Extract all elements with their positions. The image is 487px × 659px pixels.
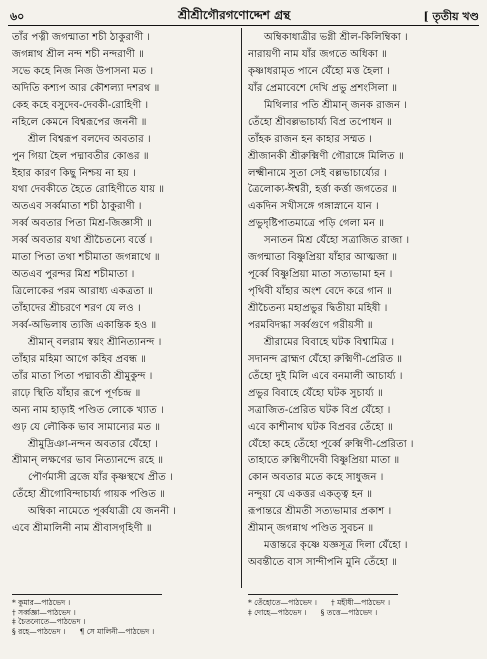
verse-line: তেঁহো দুই মিলি এবে বনমালী আচার্য্য । [248, 370, 403, 382]
verse-line: লক্ষ্মীনামে সুতা সেই বল্লভাচার্য্যের । [248, 167, 387, 179]
verse-line: অবন্তীতে বাস সান্দীপনি মুনি তেঁহো ॥ [248, 557, 397, 569]
verse-line: ইহার কারণ কিছু নিশ্চয় না হয় । [12, 167, 136, 179]
footnote-row [248, 608, 474, 618]
verse-line: সদানন্দ ব্রাহ্মণ যেঁহো রুক্মিণী-প্রেরিত ॥ [248, 353, 403, 365]
verse-line: রাঢ়ে স্থিতি যাঁহার রূপে পূর্ণচন্দ্র ॥ [12, 387, 141, 399]
page-header [8, 6, 479, 24]
verse-line: শ্রীমান্ বলরাম স্বয়ং শ্রীনিত্যানন্দ । [28, 336, 162, 348]
verse-line: অতএব সর্ব্বমাতা শচী ঠাকুরাণী । [12, 201, 142, 213]
footnotes-left [12, 594, 238, 636]
verse-line: যেঁহো কহে তেঁহো পূর্ব্বে রুক্মিণী-প্রেরিতা । [248, 438, 414, 450]
verse-line: সর্ব্ব-অভিলাষ ত্যজি একান্তিক হও ॥ [12, 319, 157, 331]
footnote: * কুমার—পাঠভেদ । [12, 598, 71, 607]
verse-line: মিথিলার পতি শ্রীমান্ জনক রাজন । [264, 99, 407, 111]
verse-line: যথা দেবকীতে হৈতে রোহিণীতে যায় ॥ [12, 184, 165, 196]
verse-line: সনাতন মিশ্র যেঁহো সত্রাজিত রাজা । [264, 235, 410, 247]
verse-line: অম্বিকা নামেতে পূর্ব্বযাত্রী যে জননী । [28, 506, 176, 518]
verse-line: রূপান্তরে শ্রীমতী সত্যভামার প্রকাশ । [248, 506, 392, 518]
verse-line: পরমবিদগ্ধা সর্ব্বগুণে গরীয়সী ॥ [248, 319, 373, 331]
footnote-row [12, 627, 238, 637]
verse-line: মাতা পিতা তথা শচীমাতা জগন্নাথে ॥ [12, 252, 160, 264]
section-label: [ তৃতীয় খণ্ড [423, 10, 479, 23]
verse-line: সত্রাজিত-প্রেরিত ঘটক বিপ্র যেঁহো । [248, 404, 391, 416]
footnote-row [12, 608, 238, 618]
left-column [12, 30, 238, 538]
verse-line: সভে কহে নিজ নিজ উপাসনা মত । [12, 65, 154, 77]
verse-line: ত্রিলোকের পরম আরাধ্য একত্রতা ॥ [12, 286, 153, 298]
footnote-row [12, 598, 238, 608]
footnote-row [248, 598, 474, 608]
verse-line: পৌর্ণমাসী ব্রজে যাঁর কৃষ্ণস্থখে প্রীত । [28, 472, 173, 484]
verse-line: শ্রীমান্ লক্ষণের ভাব নিত্যানন্দে রহে ॥ [12, 455, 164, 467]
header-rule [8, 25, 479, 26]
verse-line: তাঁহার মহিমা আগে কহিব প্রবন্ধ ॥ [12, 353, 147, 365]
verse-line: তাঁর মাতা পিতা পদ্মাবতী শ্রীমুকুন্দ । [12, 370, 153, 382]
footnote: † সর্ব্বজ্ঞা—পাঠভেদ । [12, 607, 76, 617]
footnote: ¶ সে মালিনী—পাঠভেদ । [79, 626, 155, 636]
verse-line: জগন্নাথ শ্রীল নন্দ শচী নন্দরাণী ॥ [12, 48, 144, 60]
verse-line: এবে শ্রীমালিনী নাম শ্রীবাসগৃহিণী ॥ [12, 523, 152, 535]
verse-line: কৃষ্ণাধরামৃত পানে যেঁহো মত্ত হৈলা । [248, 65, 390, 77]
verse-line: একদিন সখীসঙ্গে গঙ্গাস্নানে যান । [248, 201, 379, 213]
footnote: ‡ চৈতন্যেতে—পাঠভেদ । [12, 617, 86, 627]
verse-line: অদিতি কশ্যপ আর কৌশল্যা দশরথ ॥ [12, 82, 160, 94]
verse-line: শ্রীল বিশ্বরূপ বলদেব অবতার । [28, 133, 151, 145]
footnote: § তত্তে—পাঠভেদ । [320, 607, 378, 617]
page-title: শ্রীশ্রীগৌরগণোদ্দেশ গ্রন্থ [178, 8, 291, 22]
verse-line: জগন্মাতা বিষ্ণুপ্রিয়া যাঁহার আত্মজা ॥ [248, 252, 398, 264]
verse-line: পৃথিবী যাঁহার অংশ বেদে করে গান ॥ [248, 286, 392, 298]
verse-line: কেহ কহে বসুদেব-দেবকী-রোহিণী । [12, 99, 149, 111]
footnote-rule [12, 594, 162, 595]
footnote: * তেঁহোতে—পাঠভেদ । [248, 598, 317, 607]
verse-line: নারায়ণী নাম যাঁর জগতে অধিকা ॥ [248, 48, 387, 60]
verse-line: প্রভুর বিবাহে যেঁহো ঘটক সুচার্য্য ॥ [248, 387, 383, 399]
footnote: ‡ দোহে—পাঠভেদ । [248, 607, 307, 617]
verse-line: এবে কাশীনাথ ঘটক বিপ্রবর তেঁহো ॥ [248, 421, 393, 433]
verse-line: অম্বিকাধাত্রীর ভগ্নী শ্রীল-কিলিম্বিকা । [264, 32, 408, 43]
verse-line: তেঁহো শ্রীবল্লভাচার্য্য বিপ্র তপোধন ॥ [248, 116, 392, 128]
verse-line: পূর্ব্বে বিষ্ণুপ্রিয়া মাতা সত্যভামা হন । [248, 269, 393, 281]
verse-line: নহিলে কেমনে বিশ্বরূপের জননী ॥ [12, 116, 147, 128]
footnote: § রহে—পাঠভেদ । [12, 626, 66, 636]
verse-line: শ্রীরামের বিবাহে ঘটক বিশ্বামিত্র । [264, 336, 395, 348]
right-column [248, 30, 474, 572]
verse-line: ত্রৈলোক্য-ঈশ্বরী, হর্ত্তা কর্ত্তা জগতের ॥ [248, 184, 397, 196]
verse-line: নন্দুয়া যে একত্তর একত্ত্ব হন ॥ [248, 489, 373, 501]
verse-line: গুঢ় যে লৌকিক ভাব সামান্যের মত ॥ [12, 421, 161, 433]
verse-line: পুন গিয়া হৈল পদ্মাবতীর কোঙর ॥ [12, 150, 149, 162]
page-number: ৬০ [10, 10, 25, 23]
verse-line: অন্য নাম হাড়াই পণ্ডিত লোকে খ্যাত । [12, 404, 164, 416]
verse-line: কোন অবতার মতে কহে সাধুজন । [248, 472, 384, 484]
footnote-rule [248, 594, 398, 595]
verse-line: তাঁহাদের শ্রীচরণে শরণ যে লও । [12, 303, 141, 314]
column-divider [241, 28, 242, 588]
book-page [8, 6, 479, 647]
verse-line: তাঁর পত্নী জগন্মাতা শচী ঠাকুরাণী । [12, 32, 150, 43]
footnote: † মহীষী—পাঠভেদ । [330, 598, 391, 607]
verse-line: সর্ব্ব অবতার যথা শ্রীচৈতন্যে বর্ত্তে । [12, 235, 153, 247]
verse-line: সর্ব্ব অবতার পিতা মিশ্র-জিজ্ঞাসী ॥ [12, 218, 152, 230]
verse-line: তাহাতে রুক্মিণীদেবী বিষ্ণুপ্রিয়া মাতা ॥ [248, 455, 400, 467]
verse-line: অতএব পুরন্দর মিশ্র শচীমাতা । [12, 269, 135, 281]
verse-line: প্রভুদৃষ্টিপাতমাত্রে পড়ি গেলা মন ॥ [248, 218, 385, 230]
verse-line: শ্রীমুদ্রিঞা-নন্দন অবতার যেঁহো । [28, 438, 158, 450]
footnotes-right [248, 594, 474, 617]
footnote-row [12, 617, 238, 627]
verse-line: শ্রীমান্ জগন্নাথ পণ্ডিত সুবচন ॥ [248, 523, 374, 535]
verse-line: তাঁহক রাজন হন কাহার সম্মত । [248, 133, 373, 145]
verse-line: শ্রীচৈতন্য মহাপ্রভুর দ্বিতীয়া মহিষী । [248, 303, 388, 314]
verse-line: যাঁর প্রেমাবেশে দেখি প্রভু প্রশংসিলা ॥ [248, 82, 398, 94]
verse-line: তেঁহো শ্রীগোবিন্দাচার্য্য গায়ক পণ্ডিত ॥ [12, 489, 166, 501]
verse-line: মত্তান্তরে কৃষ্ণে যজ্ঞসূত্র দিলা যেঁহো । [264, 540, 408, 552]
verse-line: শ্রীজানকী শ্রীরুক্মিণী গৌরাঙ্গে মিলিত ॥ [248, 150, 404, 162]
